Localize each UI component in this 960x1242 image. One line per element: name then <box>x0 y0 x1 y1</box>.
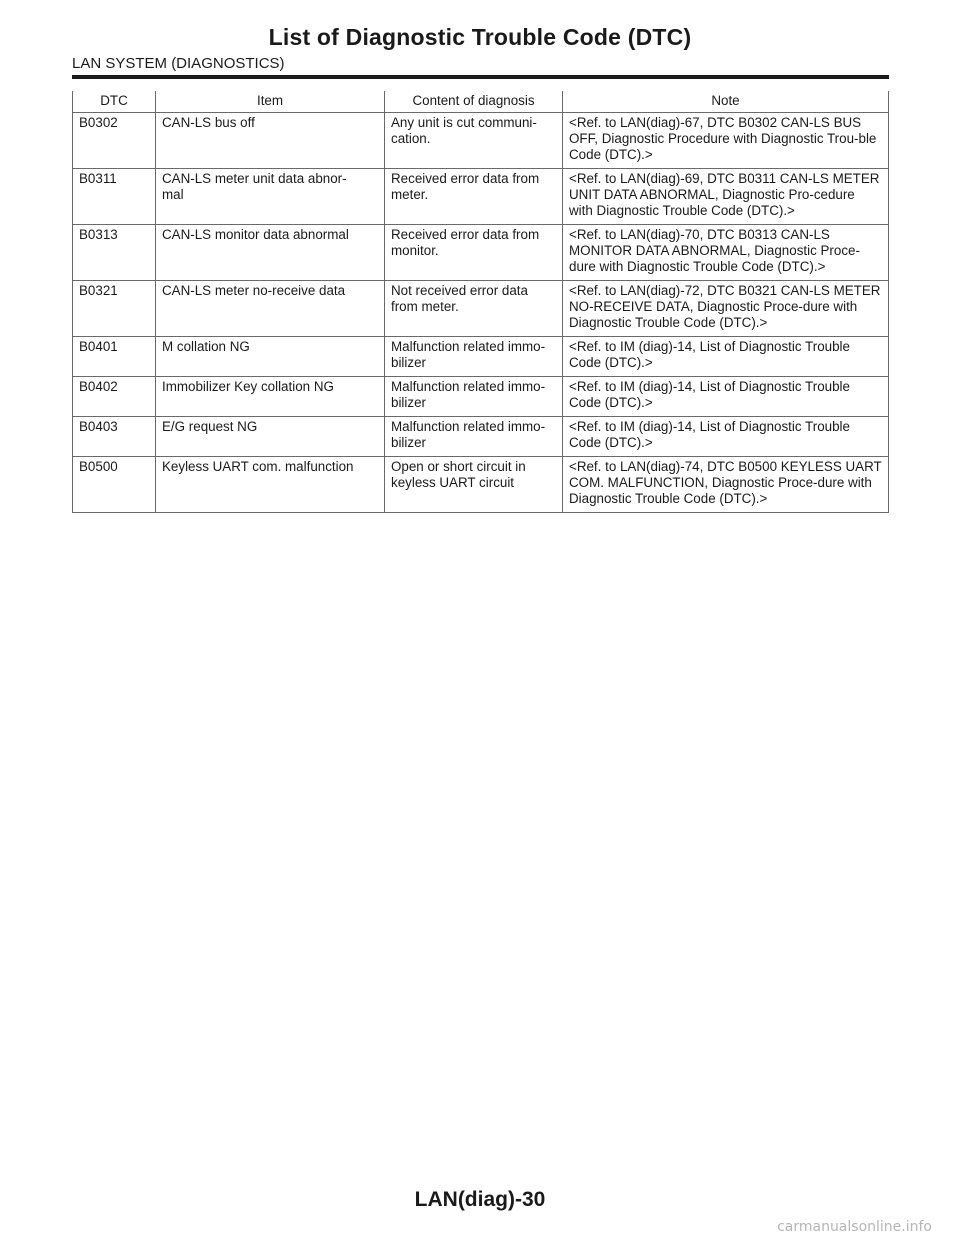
cell-note: <Ref. to IM (diag)-14, List of Diagnostic Trouble Code (DTC).> <box>563 337 889 377</box>
cell-item: CAN-LS bus off <box>156 113 385 169</box>
cell-item: Keyless UART com. malfunction <box>156 457 385 513</box>
cell-note: <Ref. to LAN(diag)-69, DTC B0311 CAN-LS METER UNIT DATA ABNORMAL, Diagnostic Pro-cedure with Diagnostic Trouble Code (DTC).> <box>563 169 889 225</box>
cell-dtc: B0321 <box>73 281 156 337</box>
cell-item: CAN-LS meter no-receive data <box>156 281 385 337</box>
header-rule <box>72 75 889 79</box>
cell-dtc: B0313 <box>73 225 156 281</box>
table-row <box>73 337 889 377</box>
cell-dtc: B0302 <box>73 113 156 169</box>
table-row <box>73 225 889 281</box>
cell-dtc: B0311 <box>73 169 156 225</box>
dtc-table <box>72 91 889 513</box>
cell-item: M collation NG <box>156 337 385 377</box>
cell-content: Malfunction related immo- bilizer <box>385 337 563 377</box>
cell-content: Not received error data from meter. <box>385 281 563 337</box>
column-header-dtc: DTC <box>73 91 156 113</box>
cell-dtc: B0500 <box>73 457 156 513</box>
watermark: carmanualsonline.info <box>777 1219 932 1235</box>
table-row <box>73 417 889 457</box>
cell-content: Malfunction related immo- bilizer <box>385 417 563 457</box>
cell-item: CAN-LS meter unit data abnor- mal <box>156 169 385 225</box>
section-title: LAN SYSTEM (DIAGNOSTICS) <box>72 55 285 72</box>
cell-note: <Ref. to LAN(diag)-74, DTC B0500 KEYLESS UART COM. MALFUNCTION, Diagnostic Proce-dure with Diagnostic Trouble Code (DTC).> <box>563 457 889 513</box>
cell-item: CAN-LS monitor data abnormal <box>156 225 385 281</box>
cell-content: Open or short circuit in keyless UART circuit <box>385 457 563 513</box>
cell-dtc: B0402 <box>73 377 156 417</box>
cell-dtc: B0403 <box>73 417 156 457</box>
column-header-note: Note <box>563 91 889 113</box>
column-header-content: Content of diagnosis <box>385 91 563 113</box>
cell-note: <Ref. to LAN(diag)-72, DTC B0321 CAN-LS METER NO-RECEIVE DATA, Diagnostic Proce-dure with Diagnostic Trouble Code (DTC).> <box>563 281 889 337</box>
table-row <box>73 377 889 417</box>
cell-note: <Ref. to IM (diag)-14, List of Diagnostic Trouble Code (DTC).> <box>563 377 889 417</box>
cell-item: Immobilizer Key collation NG <box>156 377 385 417</box>
cell-content: Any unit is cut communi- cation. <box>385 113 563 169</box>
cell-item: E/G request NG <box>156 417 385 457</box>
cell-content: Malfunction related immo- bilizer <box>385 377 563 417</box>
table-row <box>73 457 889 513</box>
cell-content: Received error data from monitor. <box>385 225 563 281</box>
page-number: LAN(diag)-30 <box>414 1188 546 1211</box>
column-header-item: Item <box>156 91 385 113</box>
table-row <box>73 113 889 169</box>
page-title: List of Diagnostic Trouble Code (DTC) <box>268 24 692 50</box>
table-header-row <box>73 91 889 113</box>
cell-dtc: B0401 <box>73 337 156 377</box>
table-row <box>73 169 889 225</box>
cell-note: <Ref. to LAN(diag)-70, DTC B0313 CAN-LS MONITOR DATA ABNORMAL, Diagnostic Proce-dure with Diagnostic Trouble Code (DTC).> <box>563 225 889 281</box>
cell-note: <Ref. to LAN(diag)-67, DTC B0302 CAN-LS BUS OFF, Diagnostic Procedure with Diagnostic Trou-ble Code (DTC).> <box>563 113 889 169</box>
cell-content: Received error data from meter. <box>385 169 563 225</box>
table-row <box>73 281 889 337</box>
cell-note: <Ref. to IM (diag)-14, List of Diagnostic Trouble Code (DTC).> <box>563 417 889 457</box>
